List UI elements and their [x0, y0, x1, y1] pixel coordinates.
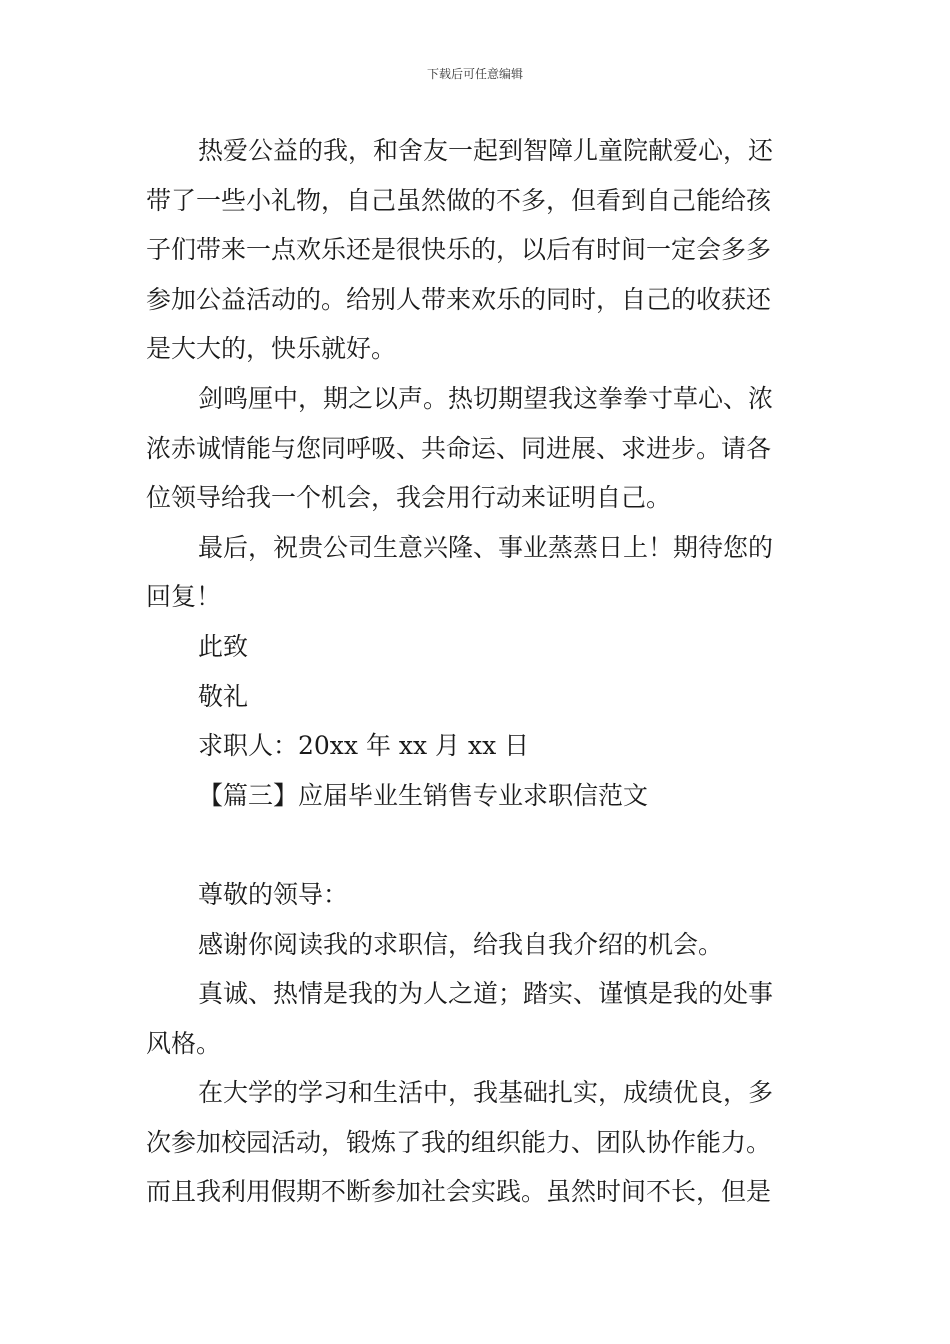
paragraph-line: 次参加校园活动，锻炼了我的组织能力、团队协作能力。 [146, 1127, 772, 1157]
paragraph-line: 浓赤诚情能与您同呼吸、共命运、同进展、求进步。请各 [146, 433, 772, 463]
paragraph-line: 风格。 [146, 1028, 222, 1058]
page-header-note: 下载后可任意编辑 [426, 67, 523, 81]
section-heading: 【篇三】应届毕业生销售专业求职信范文 [198, 780, 649, 810]
paragraph-line: 参加公益活动的。给别人带来欢乐的同时，自己的收获还 [146, 284, 772, 314]
paragraph-line: 子们带来一点欢乐还是很快乐的，以后有时间一定会多多 [146, 235, 772, 265]
blank-line [146, 820, 808, 870]
document-body [146, 126, 808, 1217]
paragraph-line: 在大学的学习和生活中，我基础扎实，成绩优良，多 [198, 1078, 774, 1108]
closing-salutation: 此致 [198, 631, 249, 661]
paragraph-line: 而且我利用假期不断参加社会实践。虽然时间不长，但是 [146, 1177, 772, 1207]
paragraph-line: 最后，祝贵公司生意兴隆、事业蒸蒸日上！期待您的 [198, 532, 774, 562]
paragraph-line: 回复！ [146, 582, 222, 612]
paragraph-line: 感谢你阅读我的求职信，给我自我介绍的机会。 [198, 929, 724, 959]
paragraph-line: 剑鸣厘中，期之以声。热切期望我这拳拳寸草心、浓 [198, 383, 774, 413]
paragraph-line: 带了一些小礼物，自己虽然做的不多，但看到自己能给孩 [146, 185, 772, 215]
paragraph-line: 真诚、热情是我的为人之道；踏实、谨慎是我的处事 [198, 979, 774, 1009]
paragraph-line: 位领导给我一个机会，我会用行动来证明自己。 [146, 483, 672, 513]
signature-line: 求职人：20xx 年 xx 月 xx 日 [198, 731, 530, 761]
greeting-line: 尊敬的领导： [198, 879, 349, 909]
closing-regards: 敬礼 [198, 681, 249, 711]
paragraph-line: 是大大的，快乐就好。 [146, 334, 397, 364]
paragraph-line: 热爱公益的我，和舍友一起到智障儿童院献爱心，还 [198, 136, 774, 165]
